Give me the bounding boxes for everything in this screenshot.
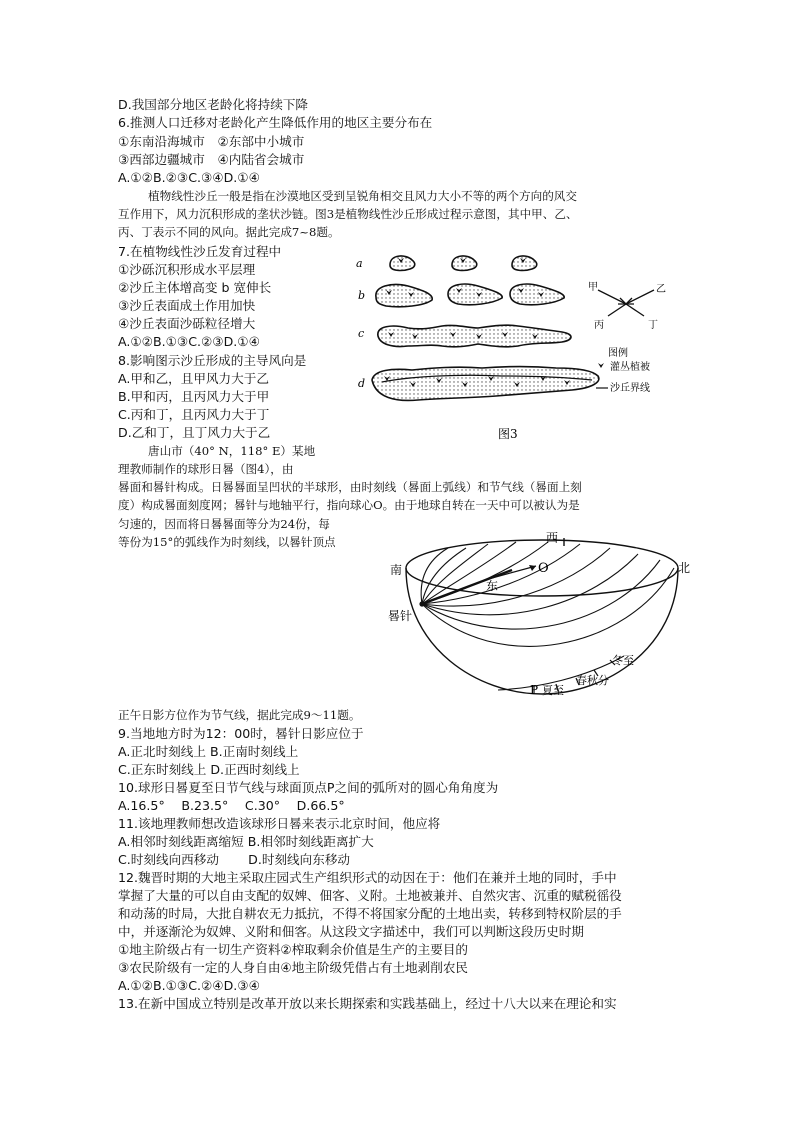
wind-label-yi: 乙 [656,284,666,295]
question-12-line-4: 中，并逐渐沦为奴婢、义附和佃客。从这段文字描述中，我们可以判断这段历史时期 [118,924,584,939]
gnomon-arrow [492,566,536,578]
label-equinox: 春秋分 [576,674,609,687]
question-6-choices: A.①②B.②③C.③④D.①④ [118,170,260,185]
question-12-choices: A.①②B.①③C.②④D.③④ [118,978,260,993]
legend-shrub-label: 灌丛植被 [610,362,650,373]
question-8-option-d: D.乙和丁，且丁风力大于乙 [118,425,271,440]
stage-label-a: a [356,257,363,270]
figure-3-dune-diagram [352,248,682,446]
legend-line-label: 沙丘界线 [610,383,650,394]
passage-sundial-4: 度）构成晷面刻度网；晷针与地轴平行，指向球心O。由于地球自转在一天中可以被认为是 [118,498,580,512]
question-6-options-1: ①东南沿海城市 ②东部中小城市 [118,134,305,149]
question-12-options-1: ①地主阶级占有一切生产资料②榨取剩余价值是生产的主要目的 [118,942,469,957]
question-9-options-cd: C.正东时刻线上 D.正西时刻线上 [118,762,300,777]
label-summer-solstice: 夏至 [542,684,564,697]
option-d-line: D.我国部分地区老龄化将持续下降 [118,97,309,112]
dune-stage-a [390,256,537,270]
question-7: 7.在植物线性沙丘发育过程中 [118,244,282,259]
question-7-item-3: ③沙丘表面成土作用加快 [118,298,256,313]
passage-sundial-3: 晷面和晷针构成。日晷晷面呈凹状的半球形，由时刻线（晷面上弧线）和节气线（晷面上刻 [118,480,582,494]
legend-shrub-icon [598,363,604,368]
question-10-choices: A.16.5° B.23.5° C.30° D.66.5° [118,798,345,813]
question-11: 11.该地理教师想改造该球形日晷来表示北京时间，他应将 [118,816,441,831]
question-7-item-1: ①沙砾沉积形成水平层理 [118,262,256,277]
label-east: 东 [486,579,499,593]
passage-sundial-1: 唐山市（40° N，118° E）某地 [148,444,316,458]
stage-label-b: b [358,289,366,302]
question-6: 6.推测人口迁移对老龄化产生降低作用的地区主要分布在 [118,115,433,130]
wind-label-ding: 丁 [648,320,658,331]
label-west: 西 [546,531,559,545]
dune-stage-c [378,325,571,347]
label-center-o: O [538,561,549,576]
question-10: 10.球形日晷夏至日节气线与球面顶点P之间的弧所对的圆心角角度为 [118,780,499,795]
label-p: P [530,683,539,697]
question-7-item-2: ②沙丘主体增高变 b 宽伸长 [118,280,272,295]
label-north: 北 [678,561,691,575]
wind-label-jia: 甲 [588,282,598,293]
wind-label-bing: 丙 [594,320,604,331]
label-winter-solstice: 冬至 [612,654,634,667]
question-6-options-2: ③西部边疆城市 ④内陆省会城市 [118,152,305,167]
label-gnomon: 晷针 [388,609,413,623]
question-9: 9.当地地方时为12：00时，晷针日影应位于 [118,726,364,741]
label-south: 南 [390,563,403,577]
figure-3-caption: 图3 [498,427,518,441]
question-8-option-b: B.甲和丙，且丙风力大于甲 [118,389,270,404]
passage-dune-2: 互作用下，风力沉积形成的垄状沙链。图3是植物线性沙丘形成过程示意图，其中甲、乙、 [118,207,578,221]
hour-lines [421,542,674,646]
figure-4-sundial-diagram [388,528,691,706]
dune-stage-d [372,367,599,401]
legend-title: 图例 [608,348,628,359]
question-7-choices: A.①②B.①③C.②③D.①④ [118,334,260,349]
question-11-options-cd: C.时刻线向西移动 D.时刻线向东移动 [118,852,351,867]
gnomon-base [419,601,424,606]
question-11-options-ab: A.相邻时刻线距离缩短 B.相邻时刻线距离扩大 [118,834,374,849]
sundial-bowl [406,568,678,694]
passage-sundial-5: 匀速的，因而将日晷晷面等分为24份，每 [118,517,330,531]
dune-stage-b [376,284,564,307]
question-12-line-1: 12.魏晋时期的大地主采取庄园式生产组织形式的动因在于：他们在兼并土地的同时，手中 [118,870,617,885]
question-8-option-a: A.甲和乙，且甲风力大于乙 [118,371,269,386]
passage-sundial-2: 理教师制作的球形日晷（图4），由 [118,462,294,476]
stage-label-d: d [358,377,366,390]
wind-directions [598,290,654,316]
question-12-options-2: ③农民阶级有一定的人身自由④地主阶级凭借占有土地剥削农民 [118,960,469,975]
passage-sundial-6: 等份为15°的弧线作为时刻线，以晷针顶点 [118,535,336,549]
passage-dune-3: 丙、丁表示不同的风向。据此完成7~8题。 [118,225,340,239]
question-9-options-ab: A.正北时刻线上 B.正南时刻线上 [118,744,299,759]
passage-dune-1: 植物线性沙丘一般是指在沙漠地区受到呈锐角相交且风力大小不等的两个方向的风交 [148,189,577,203]
question-12-line-3: 和动荡的时局，大批自耕农无力抵抗，不得不将国家分配的土地出卖，转移到特权阶层的手 [118,906,622,921]
question-13: 13.在新中国成立特别是改革开放以来长期探索和实践基础上，经过十八大以来在理论和实 [118,996,617,1011]
question-8-option-c: C.丙和丁，且丙风力大于丁 [118,407,270,422]
question-7-item-4: ④沙丘表面沙砾粒径增大 [118,316,256,331]
question-8: 8.影响图示沙丘形成的主导风向是 [118,353,307,368]
passage-sundial-7: 正午日影方位作为节气线，据此完成9～11题。 [118,708,361,722]
question-12-line-2: 掌握了大量的可以自由支配的奴婢、佃客、义附。土地被兼并、自然灾害、沉重的赋税徭役 [118,888,622,903]
stage-label-c: c [358,327,365,340]
